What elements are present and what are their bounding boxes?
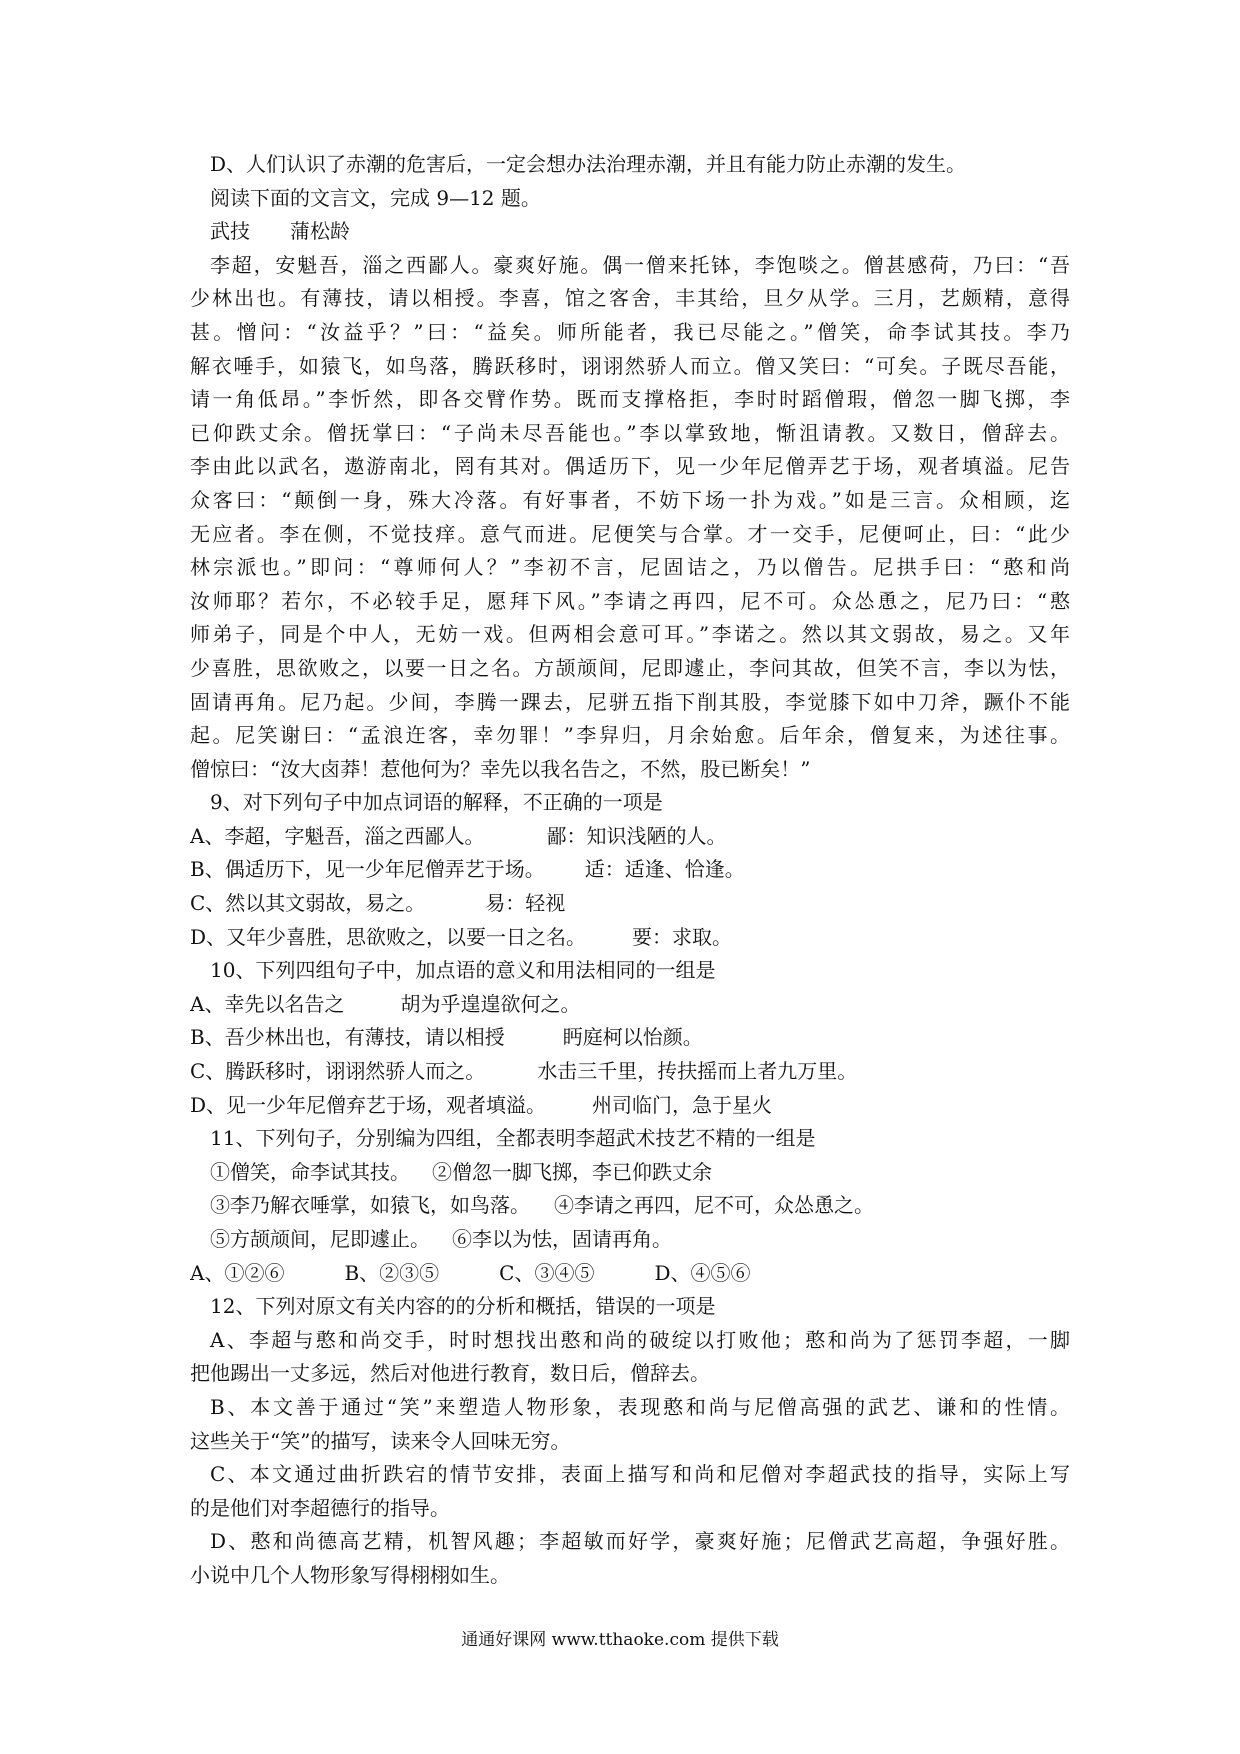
- passage-line: 众客曰：“颠倒一身，殊大冷落。有好事者，不妨下场一扑为戏。”如是三言。众相顾，迄: [190, 487, 1070, 512]
- passage-author: 蒲松龄: [290, 219, 350, 244]
- q10-option-sentence: D、见一少年尼僧弃艺于场，观者填溢。: [190, 1092, 547, 1117]
- q11-choices: [190, 1257, 1070, 1291]
- q12-stem: 12、下列对原文有关内容的的分析和概括，错误的一项是: [210, 1294, 716, 1319]
- q11-item: ④李请之再四，尼不可，众怂恿之。: [554, 1193, 874, 1218]
- q12-option-d-line: D、憨和尚德高艺精，机智风趣；李超敏而好学，豪爽好施；尼僧武艺高超，争强好胜。: [210, 1529, 1070, 1554]
- q9-option-b: [190, 853, 1070, 887]
- q9-option-sentence: B、偶适历下，见一少年尼僧弄艺于场。: [190, 857, 545, 882]
- passage-line: 少林出也。有薄技，请以相授。李喜，馆之客舍，丰其给，旦夕从学。三月，艺颇精，意得: [190, 286, 1070, 311]
- passage-body: [190, 249, 1070, 787]
- q12-option-b-line: 这些关于“笑”的描写，读来令人回味无穷。: [190, 1428, 571, 1453]
- q9-option-d: [190, 921, 1070, 955]
- passage-line: 李超，安魁吾，淄之西鄙人。豪爽好施。偶一僧来托钵，李饱啖之。僧甚感荷，乃曰：“吾: [210, 252, 1070, 277]
- q10-option-b: [190, 1021, 1070, 1055]
- reading-instruction: 阅读下面的文言文，完成 9—12 题。: [210, 185, 541, 210]
- document-page: [190, 148, 1070, 1593]
- q10-option-sentence: A、幸先以名告之: [190, 991, 345, 1016]
- q10-option-sentence: C、腾跃移时，诩诩然骄人而之。: [190, 1059, 486, 1084]
- passage-line: 请一角低昂。”李忻然，即各交臂作势。既而支撑格拒，李时时蹈僧瑕，僧忽一脚飞掷，李: [190, 387, 1070, 412]
- passage-line: 解衣唾手，如猿飞，如鸟落，腾跃移时，诩诩然骄人而立。僧又笑曰：“可矣。子既尽吾能，: [190, 353, 1070, 378]
- passage-line: 无应者。李在侧，不觉技痒。意气而进。尼便笑与合掌。才一交手，尼便呵止，曰：“此少: [190, 521, 1070, 546]
- q11-items-row: [190, 1189, 1070, 1223]
- q9-option-sentence: A、李超，字魁吾，淄之西鄙人。: [190, 823, 485, 848]
- passage-line: 李由此以武名，遨游南北，罔有其对。偶适历下，见一少年尼僧弄艺于场，观者填溢。尼告: [190, 454, 1070, 479]
- passage-line: 已仰跌丈余。僧抚掌曰：“子尚未尽吾能也。”李以掌致地，惭沮请教。又数日，僧辞去。: [190, 420, 1070, 445]
- passage-line: 汝师耶？若尔，不必较手足，愿拜下风。”李请之再四，尼不可。众怂恿之，尼乃曰：“憨: [190, 588, 1070, 613]
- q9-option-sentence: D、又年少喜胜，思欲败之，以要一日之名。: [190, 924, 587, 949]
- q11-items-row: [190, 1223, 1070, 1257]
- q10-option-a: [190, 988, 1070, 1022]
- passage-line: 师弟子，同是个中人，无妨一戏。但两相会意可耳。”李诺之。然以其文弱故，易之。又年: [190, 622, 1070, 647]
- passage-line: 甚。憎问：“汝益乎？”曰：“益矣。师所能者，我已尽能之。”僧笑，命李试其技。李乃: [190, 319, 1070, 344]
- q12-option-a-line: 把他踢出一丈多远，然后对他进行教育，数日后，僧辞去。: [190, 1361, 710, 1386]
- q9-option-gloss: 适：适逢、恰逢。: [584, 857, 745, 882]
- q11-choice-d: D、④⑤⑥: [654, 1260, 751, 1285]
- passage-heading: [190, 215, 1070, 249]
- q9-stem: 9、对下列句子中加点词语的解释，不正确的一项是: [210, 790, 663, 815]
- q10-option-pair: 州司临门，急于星火: [592, 1092, 773, 1117]
- q11-item: ②僧忽一脚飞掷，李已仰跌丈余: [432, 1159, 712, 1184]
- q10-option-pair: 眄庭柯以怡颜。: [562, 1025, 703, 1050]
- q12-option-c-line: 的是他们对李超德行的指导。: [190, 1495, 450, 1520]
- q12-option-c-line: C、本文通过曲折跌宕的情节安排，表面上描写和尚和尼僧对李超武技的指导，实际上写: [210, 1462, 1070, 1487]
- q10-option-sentence: B、吾少林出也，有薄技，请以相授: [190, 1025, 505, 1050]
- q11-item: ③李乃解衣唾掌，如猿飞，如鸟落。: [210, 1193, 530, 1218]
- passage-line: 固请再角。尼乃起。少间，李腾一踝去，尼骈五指下削其股，李觉膝下如中刀斧，蹶仆不能: [190, 689, 1070, 714]
- page-footer: 通通好课网 www.tthaoke.com 提供下载: [461, 1630, 779, 1650]
- passage-line: 林宗派也。”即问：“尊师何人？”李初不言，尼固诘之，乃以僧告。尼拱手曰：“憨和尚: [190, 555, 1070, 580]
- q10-option-d: [190, 1089, 1070, 1123]
- q9-option-gloss: 易：轻视: [485, 891, 566, 916]
- q11-stem: 11、下列句子，分别编为四组，全都表明李超武术技艺不精的一组是: [210, 1126, 816, 1151]
- passage-title: 武技: [210, 219, 250, 244]
- passage-line: 少喜胜，思欲败之，以要一日之名。方颉颃间，尼即遽止，李问其故，但笑不言，李以为怯，: [190, 655, 1070, 680]
- q9-option-gloss: 鄙：知识浅陋的人。: [546, 823, 727, 848]
- q10-option-pair: 胡为乎遑遑欲何之。: [400, 991, 581, 1016]
- q9-option-c: [190, 887, 1070, 921]
- q11-items-row: [190, 1156, 1070, 1190]
- q10-stem: 10、下列四组句子中，加点语的意义和用法相同的一组是: [210, 958, 716, 983]
- q11-choice-b: B、②③⑤: [344, 1260, 440, 1285]
- q10-option-c: [190, 1055, 1070, 1089]
- q10-option-pair: 水击三千里，抟扶摇而上者九万里。: [537, 1059, 858, 1084]
- q11-item: ⑤方颉颃间，尼即遽止。: [210, 1227, 430, 1251]
- q9-option-a: [190, 820, 1070, 854]
- q12-option-a-line: A、李超与憨和尚交手，时时想找出憨和尚的破绽以打败他；憨和尚为了惩罚李超，一脚: [210, 1327, 1070, 1352]
- q12-option-b-line: B、本文善于通过“笑”来塑造人物形象，表现憨和尚与尼僧高强的武艺、谦和的性情。: [210, 1394, 1070, 1419]
- q12-option-d-line: 小说中几个人物形象写得栩栩如生。: [190, 1562, 510, 1587]
- q11-item: ①僧笑，命李试其技。: [210, 1159, 410, 1184]
- q11-choice-a: A、①②⑥: [190, 1260, 285, 1285]
- q9-option-gloss: 要：求取。: [632, 924, 733, 949]
- q11-item: ⑥李以为怯，固请再角。: [452, 1227, 672, 1251]
- passage-line: 起。尼笑谢曰：“孟浪迕客，幸勿罪！”李舁归，月余始愈。后年余，僧复来，为述往事。: [190, 723, 1070, 748]
- passage-line: 僧惊曰：“汝大卤莽！惹他何为？幸先以我名告之，不然，股已断矣！”: [190, 756, 811, 781]
- q11-choice-c: C、③④⑤: [499, 1260, 595, 1285]
- q9-option-sentence: C、然以其文弱故，易之。: [190, 891, 426, 916]
- q8-option-d: D、人们认识了赤潮的危害后，一定会想办法治理赤潮，并且有能力防止赤潮的发生。: [210, 152, 967, 176]
